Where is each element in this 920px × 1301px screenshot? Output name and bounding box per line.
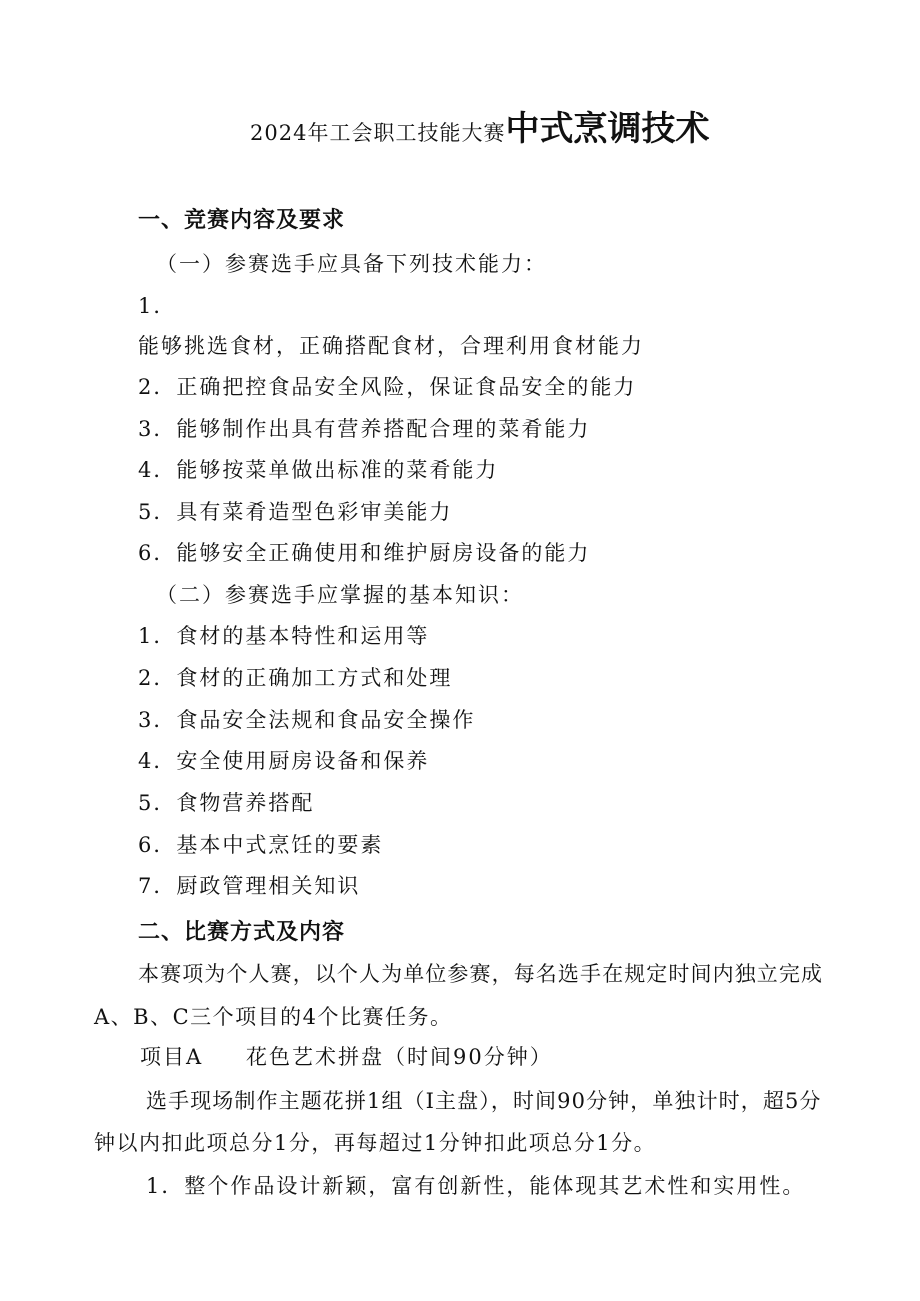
para1-line2: A、B、C三个项目的4个比赛任务。	[94, 1005, 453, 1029]
sub1-item1-number: 1．	[138, 294, 177, 318]
sub2-list-item: 2．食材的正确加工方式和处理	[138, 666, 453, 690]
sub1-list-item: 6．能够安全正确使用和维护厨房设备的能力	[138, 541, 591, 565]
sub2-list-item: 4．安全使用厨房设备和保养	[138, 749, 430, 773]
sub1-item1-text: 能够挑选食材，正确搭配食材，合理利用食材能力	[138, 334, 644, 358]
sub1-list-item: 4．能够按菜单做出标准的菜肴能力	[138, 458, 499, 482]
sub1-list-item: 5．具有菜肴造型色彩审美能力	[138, 500, 453, 524]
para1-line1: 本赛项为个人赛，以个人为单位参赛，每名选手在规定时间内独立完成	[138, 962, 824, 986]
sub1-list-item: 3．能够制作出具有营养搭配合理的菜肴能力	[138, 417, 591, 441]
sub2-list-item: 5．食物营养搭配	[138, 791, 315, 815]
title-part-2: 中式烹调技术	[505, 109, 710, 149]
page-title	[250, 109, 710, 149]
sub2-list-item: 3．食品安全法规和食品安全操作	[138, 708, 476, 732]
para2-line2: 钟以内扣此项总分1分，再每超过1分钟扣此项总分1分。	[94, 1131, 657, 1155]
projectA-label: 项目A	[140, 1045, 204, 1069]
sub2-list-item: 6．基本中式烹饪的要素	[138, 833, 384, 857]
section1-heading: 一、竞赛内容及要求	[138, 208, 346, 233]
sub2-heading: （二）参赛选手应掌握的基本知识：	[156, 583, 524, 607]
section2-heading: 二、比赛方式及内容	[138, 920, 346, 945]
title-part-1: 2024年工会职工技能大赛	[250, 121, 506, 145]
sub1-heading: （一）参赛选手应具备下列技术能力：	[156, 252, 547, 276]
sub1-list-item: 2．正确把控食品安全风险，保证食品安全的能力	[138, 375, 637, 399]
sub2-list-item: 1．食材的基本特性和运用等	[138, 624, 430, 648]
projectA-title: 花色艺术拼盘（时间90分钟）	[246, 1045, 553, 1069]
para2-line1: 选手现场制作主题花拼1组（I主盘），时间90分钟，单独计时，超5分	[146, 1089, 822, 1113]
sub2-list-item: 7．厨政管理相关知识	[138, 874, 361, 898]
criteria-item: 1．整个作品设计新颖，富有创新性，能体现其艺术性和实用性。	[146, 1174, 806, 1198]
